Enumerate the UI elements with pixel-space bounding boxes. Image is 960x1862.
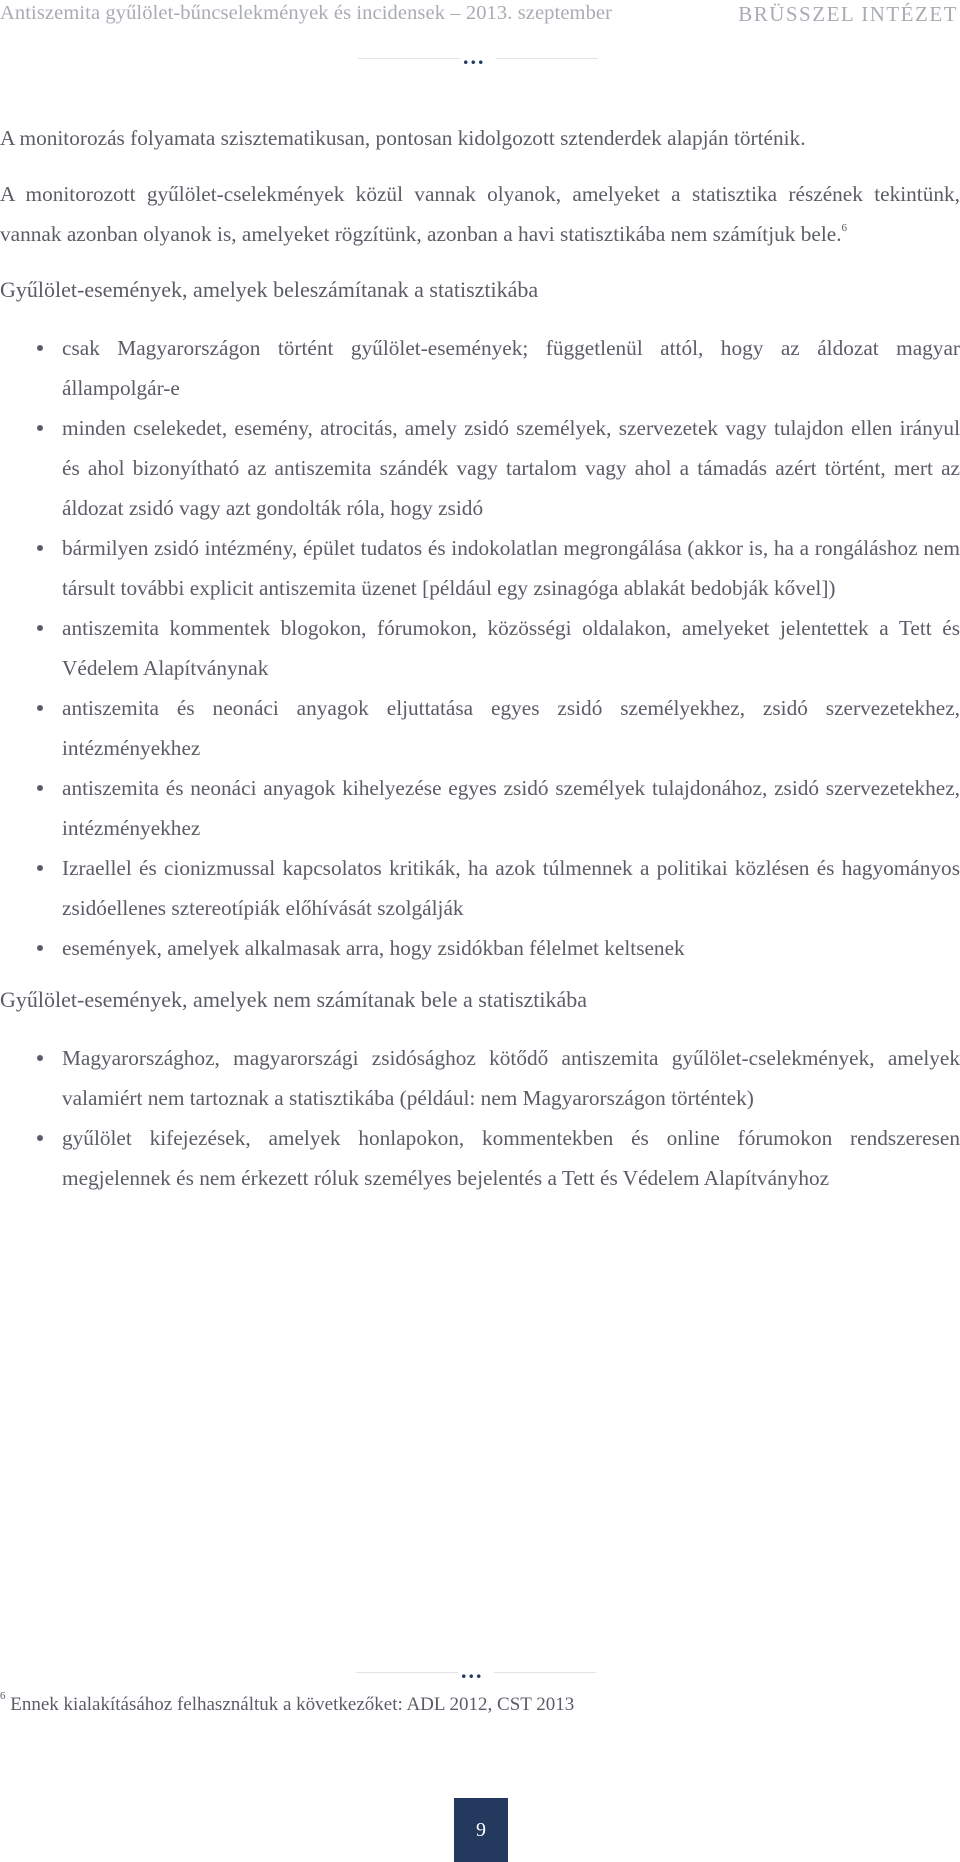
footnote bbox=[0, 1690, 575, 1716]
footer-separator-dots: ... bbox=[461, 1658, 484, 1683]
excluded-events-list bbox=[0, 1038, 960, 1198]
included-events-list bbox=[0, 328, 960, 968]
footnote-reference: 6 bbox=[841, 222, 848, 234]
intro-paragraph: A monitorozás folyamata szisztematikusan, pontosan kidolgozott sztenderdek alapján történik. bbox=[0, 126, 806, 150]
list-item: gyűlölet kifejezések, amelyek honlapokon, kommentekben és online fórumokon rendszeresen megjelennek és nem érkezett róluk személyes bejelentés a Tett és Védelem Alapítványhoz bbox=[0, 1118, 960, 1198]
page-header bbox=[0, 2, 960, 32]
footer-separator-line-right bbox=[494, 1672, 596, 1673]
header-separator-dots: ... bbox=[463, 44, 486, 69]
header-separator-line-left bbox=[358, 58, 460, 59]
footnote-number: 6 bbox=[0, 1690, 6, 1702]
footnote-text: Ennek kialakításához felhasználtuk a következőket: ADL 2012, CST 2013 bbox=[10, 1694, 575, 1715]
list-item: Izraellel és cionizmussal kapcsolatos kritikák, ha azok túlmennek a politikai közlésen és hagyományos zsidóellenes sztereotípiák előhívását szolgálják bbox=[0, 848, 960, 928]
list-item: antiszemita kommentek blogokon, fórumokon, közösségi oldalakon, amelyeket jelentettek a Tett és Védelem Alapítványnak bbox=[0, 608, 960, 688]
list-item: antiszemita és neonáci anyagok kihelyezése egyes zsidó személyek tulajdonához, zsidó szervezetekhez, intézményekhez bbox=[0, 768, 960, 848]
header-separator-line-right bbox=[496, 58, 598, 59]
page-number: 9 bbox=[454, 1798, 508, 1862]
list-item: bármilyen zsidó intézmény, épület tudatos és indokolatlan megrongálása (akkor is, ha a rongáláshoz nem társult további explicit antiszemita üzenet [például egy zsinagóga ablakát bedobják kővel]) bbox=[0, 528, 960, 608]
list-item: antiszemita és neonáci anyagok eljuttatása egyes zsidó személyekhez, zsidó szervezetekhez, intézményekhez bbox=[0, 688, 960, 768]
document-title: Antiszemita gyűlölet-bűncselekmények és incidensek – 2013. szeptember bbox=[0, 2, 613, 24]
excluded-events-heading: Gyűlölet-események, amelyek nem számítanak bele a statisztikába bbox=[0, 987, 588, 1012]
organization-name: BRÜSSZEL INTÉZET bbox=[738, 2, 958, 26]
footer-separator-line-left bbox=[356, 1672, 458, 1673]
list-item: Magyarországhoz, magyarországi zsidósághoz kötődő antiszemita gyűlölet-cselekmények, amelyek valamiért nem tartoznak a statisztikába (például: nem Magyarországon történtek) bbox=[0, 1038, 960, 1118]
monitoring-paragraph: A monitorozott gyűlölet-cselekmények közül vannak olyanok, amelyeket a statisztika részének tekintünk, vannak azonban olyanok is, amelyeket rögzítünk, azonban a havi statisztikába nem számítjuk bele.$^6$ bbox=[0, 182, 960, 246]
list-item: minden cselekedet, esemény, atrocitás, amely zsidó személyek, szervezetek vagy tulajdon ellen irányul és ahol bizonyítható az antiszemita szándék vagy tartalom vagy ahol a támadás azért történt, mert az áldozat zsidó vagy azt gondolták róla, hogy zsidó bbox=[0, 408, 960, 528]
list-item: csak Magyarországon történt gyűlölet-események; függetlenül attól, hogy az áldozat magyar állampolgár-e bbox=[0, 328, 960, 408]
main-content bbox=[0, 118, 960, 1198]
included-events-heading: Gyűlölet-események, amelyek beleszámítanak a statisztikába bbox=[0, 277, 539, 302]
list-item: események, amelyek alkalmasak arra, hogy zsidókban félelmet keltsenek bbox=[0, 928, 960, 968]
